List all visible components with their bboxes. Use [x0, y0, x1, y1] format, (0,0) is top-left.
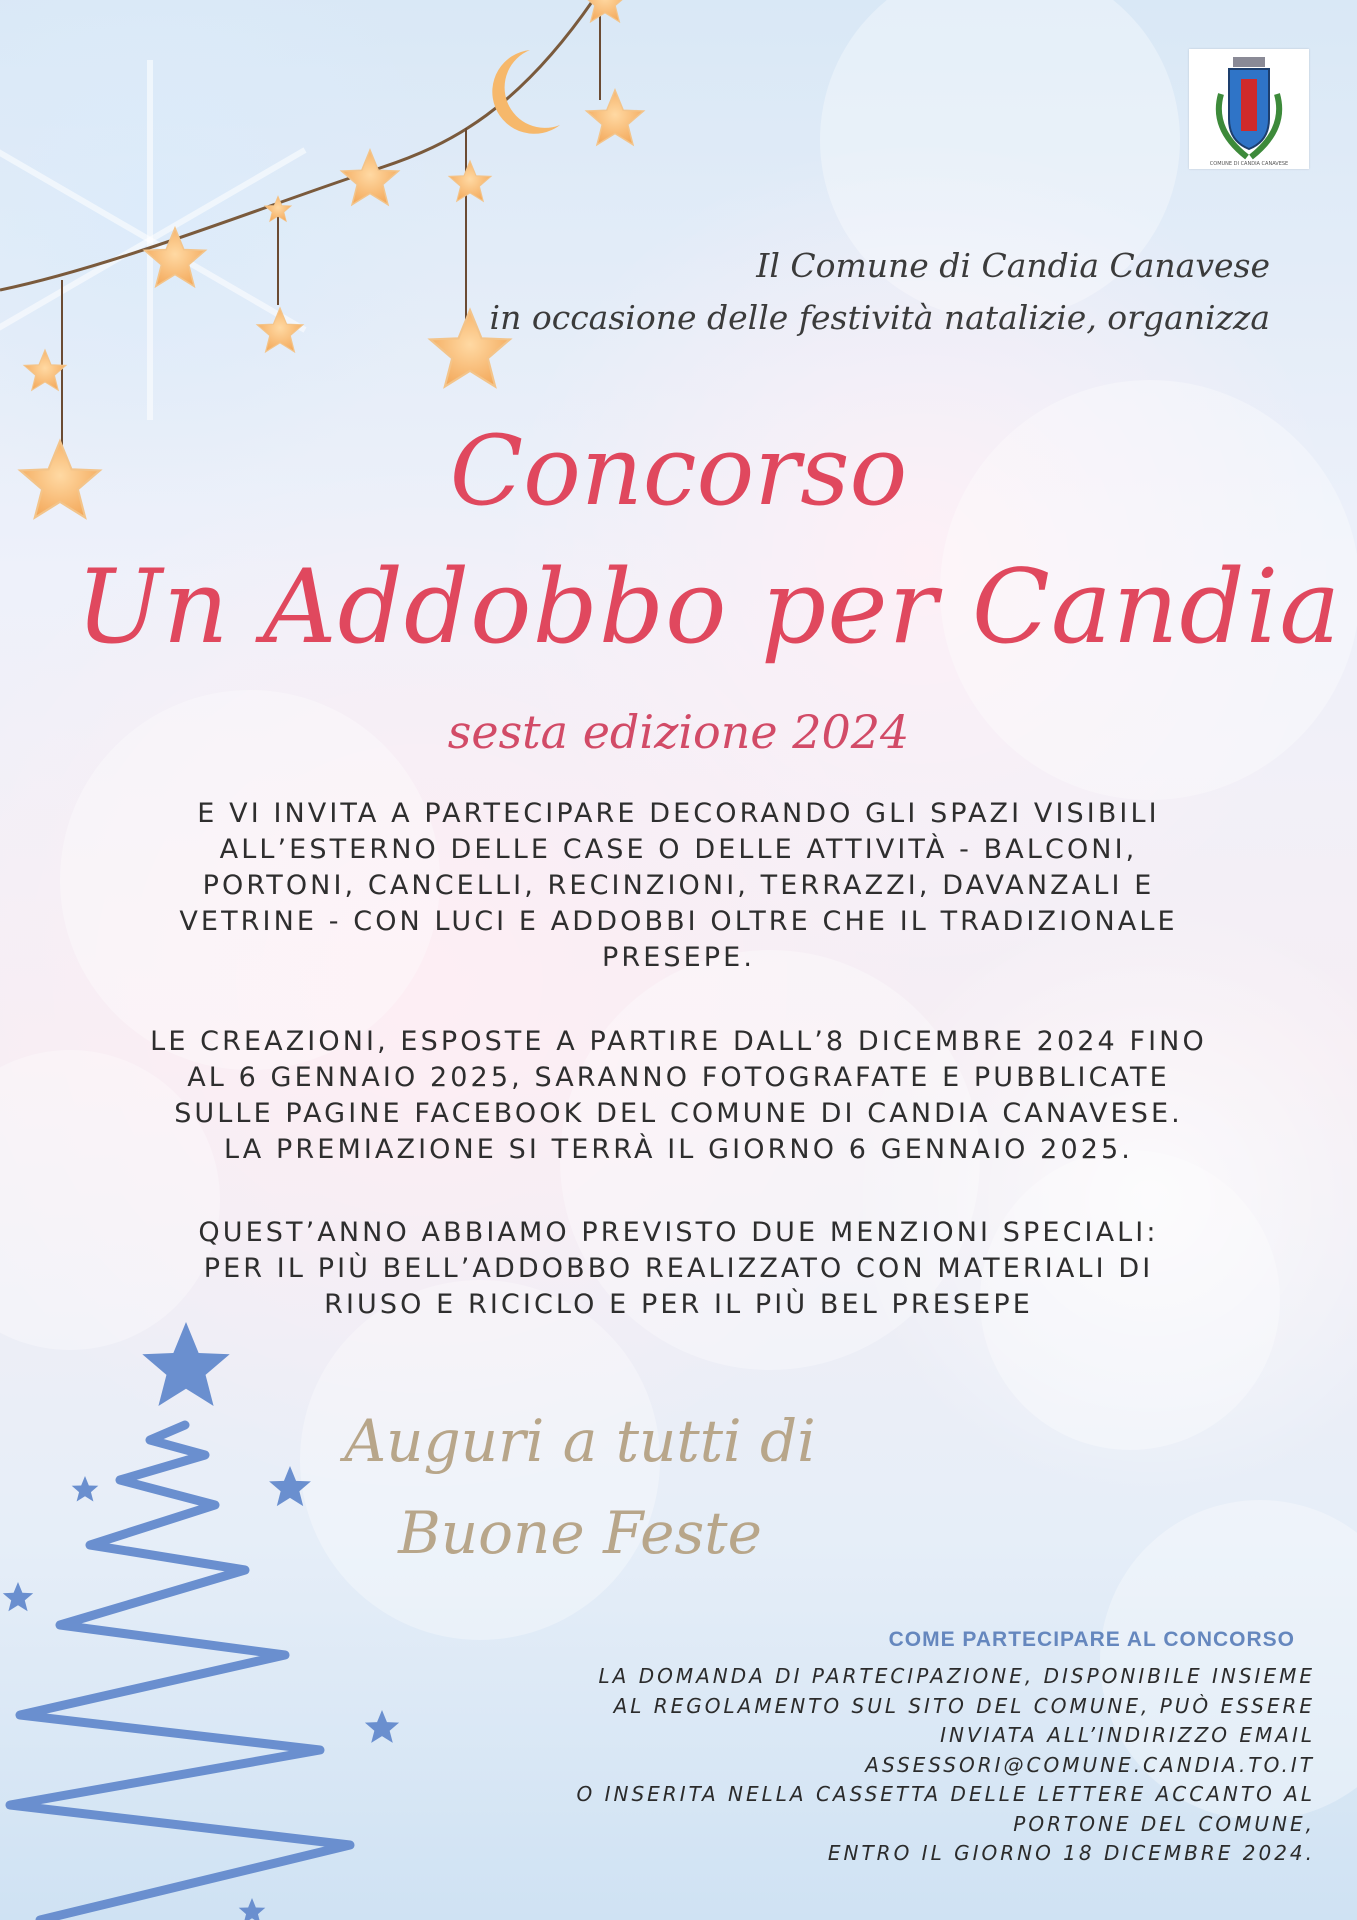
- star-icon: [582, 0, 628, 22]
- paragraph-line: PRESEPE.: [601, 942, 756, 973]
- intro-text: [420, 240, 1270, 344]
- season-greeting: [300, 1395, 860, 1579]
- greeting-line: Buone Feste: [398, 1499, 762, 1567]
- paragraph-line: E VI INVITA A PARTECIPARE DECORANDO GLI SPAZI VISIBILI: [197, 798, 1160, 829]
- greeting-line: Auguri a tutti di: [344, 1407, 816, 1475]
- star-icon: [24, 350, 66, 390]
- intro-line: in occasione delle festività natalizie, organizza: [489, 298, 1270, 337]
- paragraph-line: PER IL PIÙ BELL’ADDOBBO REALIZZATO CON MATERIALI DI: [203, 1253, 1154, 1284]
- how-to-line: PORTONE DEL COMUNE,: [1013, 1811, 1315, 1836]
- star-icon: [365, 1710, 399, 1743]
- municipality-logo: [1189, 49, 1309, 169]
- paragraph-special-mentions: [20, 1215, 1337, 1323]
- how-to-title: COME PARTECIPARE AL CONCORSO: [888, 1628, 1295, 1651]
- coat-of-arms-icon: [1189, 49, 1309, 169]
- title-line-1: Concorso: [449, 415, 908, 527]
- intro-line: Il Comune di Candia Canavese: [756, 246, 1270, 285]
- moon-icon: [492, 50, 560, 134]
- star-icon: [587, 90, 644, 145]
- star-icon: [342, 150, 399, 205]
- star-icon: [449, 161, 491, 201]
- edition-subtitle: sesta edizione 2024: [447, 705, 910, 759]
- paragraph-line: VETRINE - CON LUCI E ADDOBBI OLTRE CHE IL TRADIZIONALE: [179, 906, 1178, 937]
- paragraph-line: ALL’ESTERNO DELLE CASE O DELLE ATTIVITÀ - BALCONI,: [219, 834, 1138, 865]
- svg-text:COMUNE DI CANDIA CANAVESE: COMUNE DI CANDIA CANAVESE: [1209, 161, 1289, 167]
- paragraph-invitation: [20, 796, 1337, 976]
- star-icon: [142, 1322, 229, 1406]
- paragraph-schedule: [20, 1024, 1337, 1168]
- paragraph-line: LE CREAZIONI, ESPOSTE A PARTIRE DALL’8 DICEMBRE 2024 FINO: [150, 1026, 1207, 1057]
- title-line-2: Un Addobbo per Candia: [75, 548, 1342, 667]
- paragraph-line: RIUSO E RICICLO E PER IL PIÙ BEL PRESEPE: [324, 1289, 1033, 1320]
- how-to-line: INVIATA ALL’INDIRIZZO EMAIL: [940, 1723, 1315, 1747]
- how-to-line: AL REGOLAMENTO SUL SITO DEL COMUNE, PUÒ ESSERE: [613, 1693, 1315, 1718]
- how-to-line: ENTRO IL GIORNO 18 DICEMBRE 2024.: [827, 1841, 1315, 1865]
- how-to-line: LA DOMANDA DI PARTECIPAZIONE, DISPONIBILE INSIEME: [598, 1664, 1315, 1688]
- paragraph-line: SULLE PAGINE FACEBOOK DEL COMUNE DI CANDIA CANAVESE.: [174, 1098, 1183, 1129]
- paragraph-line: LA PREMIAZIONE SI TERRÀ IL GIORNO 6 GENNAIO 2025.: [224, 1134, 1133, 1165]
- contact-email[interactable]: ASSESSORI@COMUNE.CANDIA.TO.IT: [865, 1752, 1315, 1777]
- moon-icon: [271, 253, 297, 273]
- star-icon: [239, 1898, 266, 1920]
- paragraph-line: QUEST’ANNO ABBIAMO PREVISTO DUE MENZIONI SPECIALI:: [198, 1217, 1159, 1248]
- how-to-line: O INSERITA NELLA CASSETTA DELLE LETTERE ACCANTO AL: [576, 1782, 1315, 1806]
- paragraph-line: AL 6 GENNAIO 2025, SARANNO FOTOGRAFATE E PUBBLICATE: [187, 1062, 1170, 1093]
- star-icon: [257, 308, 303, 352]
- star-icon: [72, 1476, 99, 1502]
- paragraph-line: PORTONI, CANCELLI, RECINZIONI, TERRAZZI, DAVANZALI E: [202, 870, 1155, 901]
- how-to-text: [415, 1662, 1315, 1869]
- star-icon: [3, 1582, 33, 1611]
